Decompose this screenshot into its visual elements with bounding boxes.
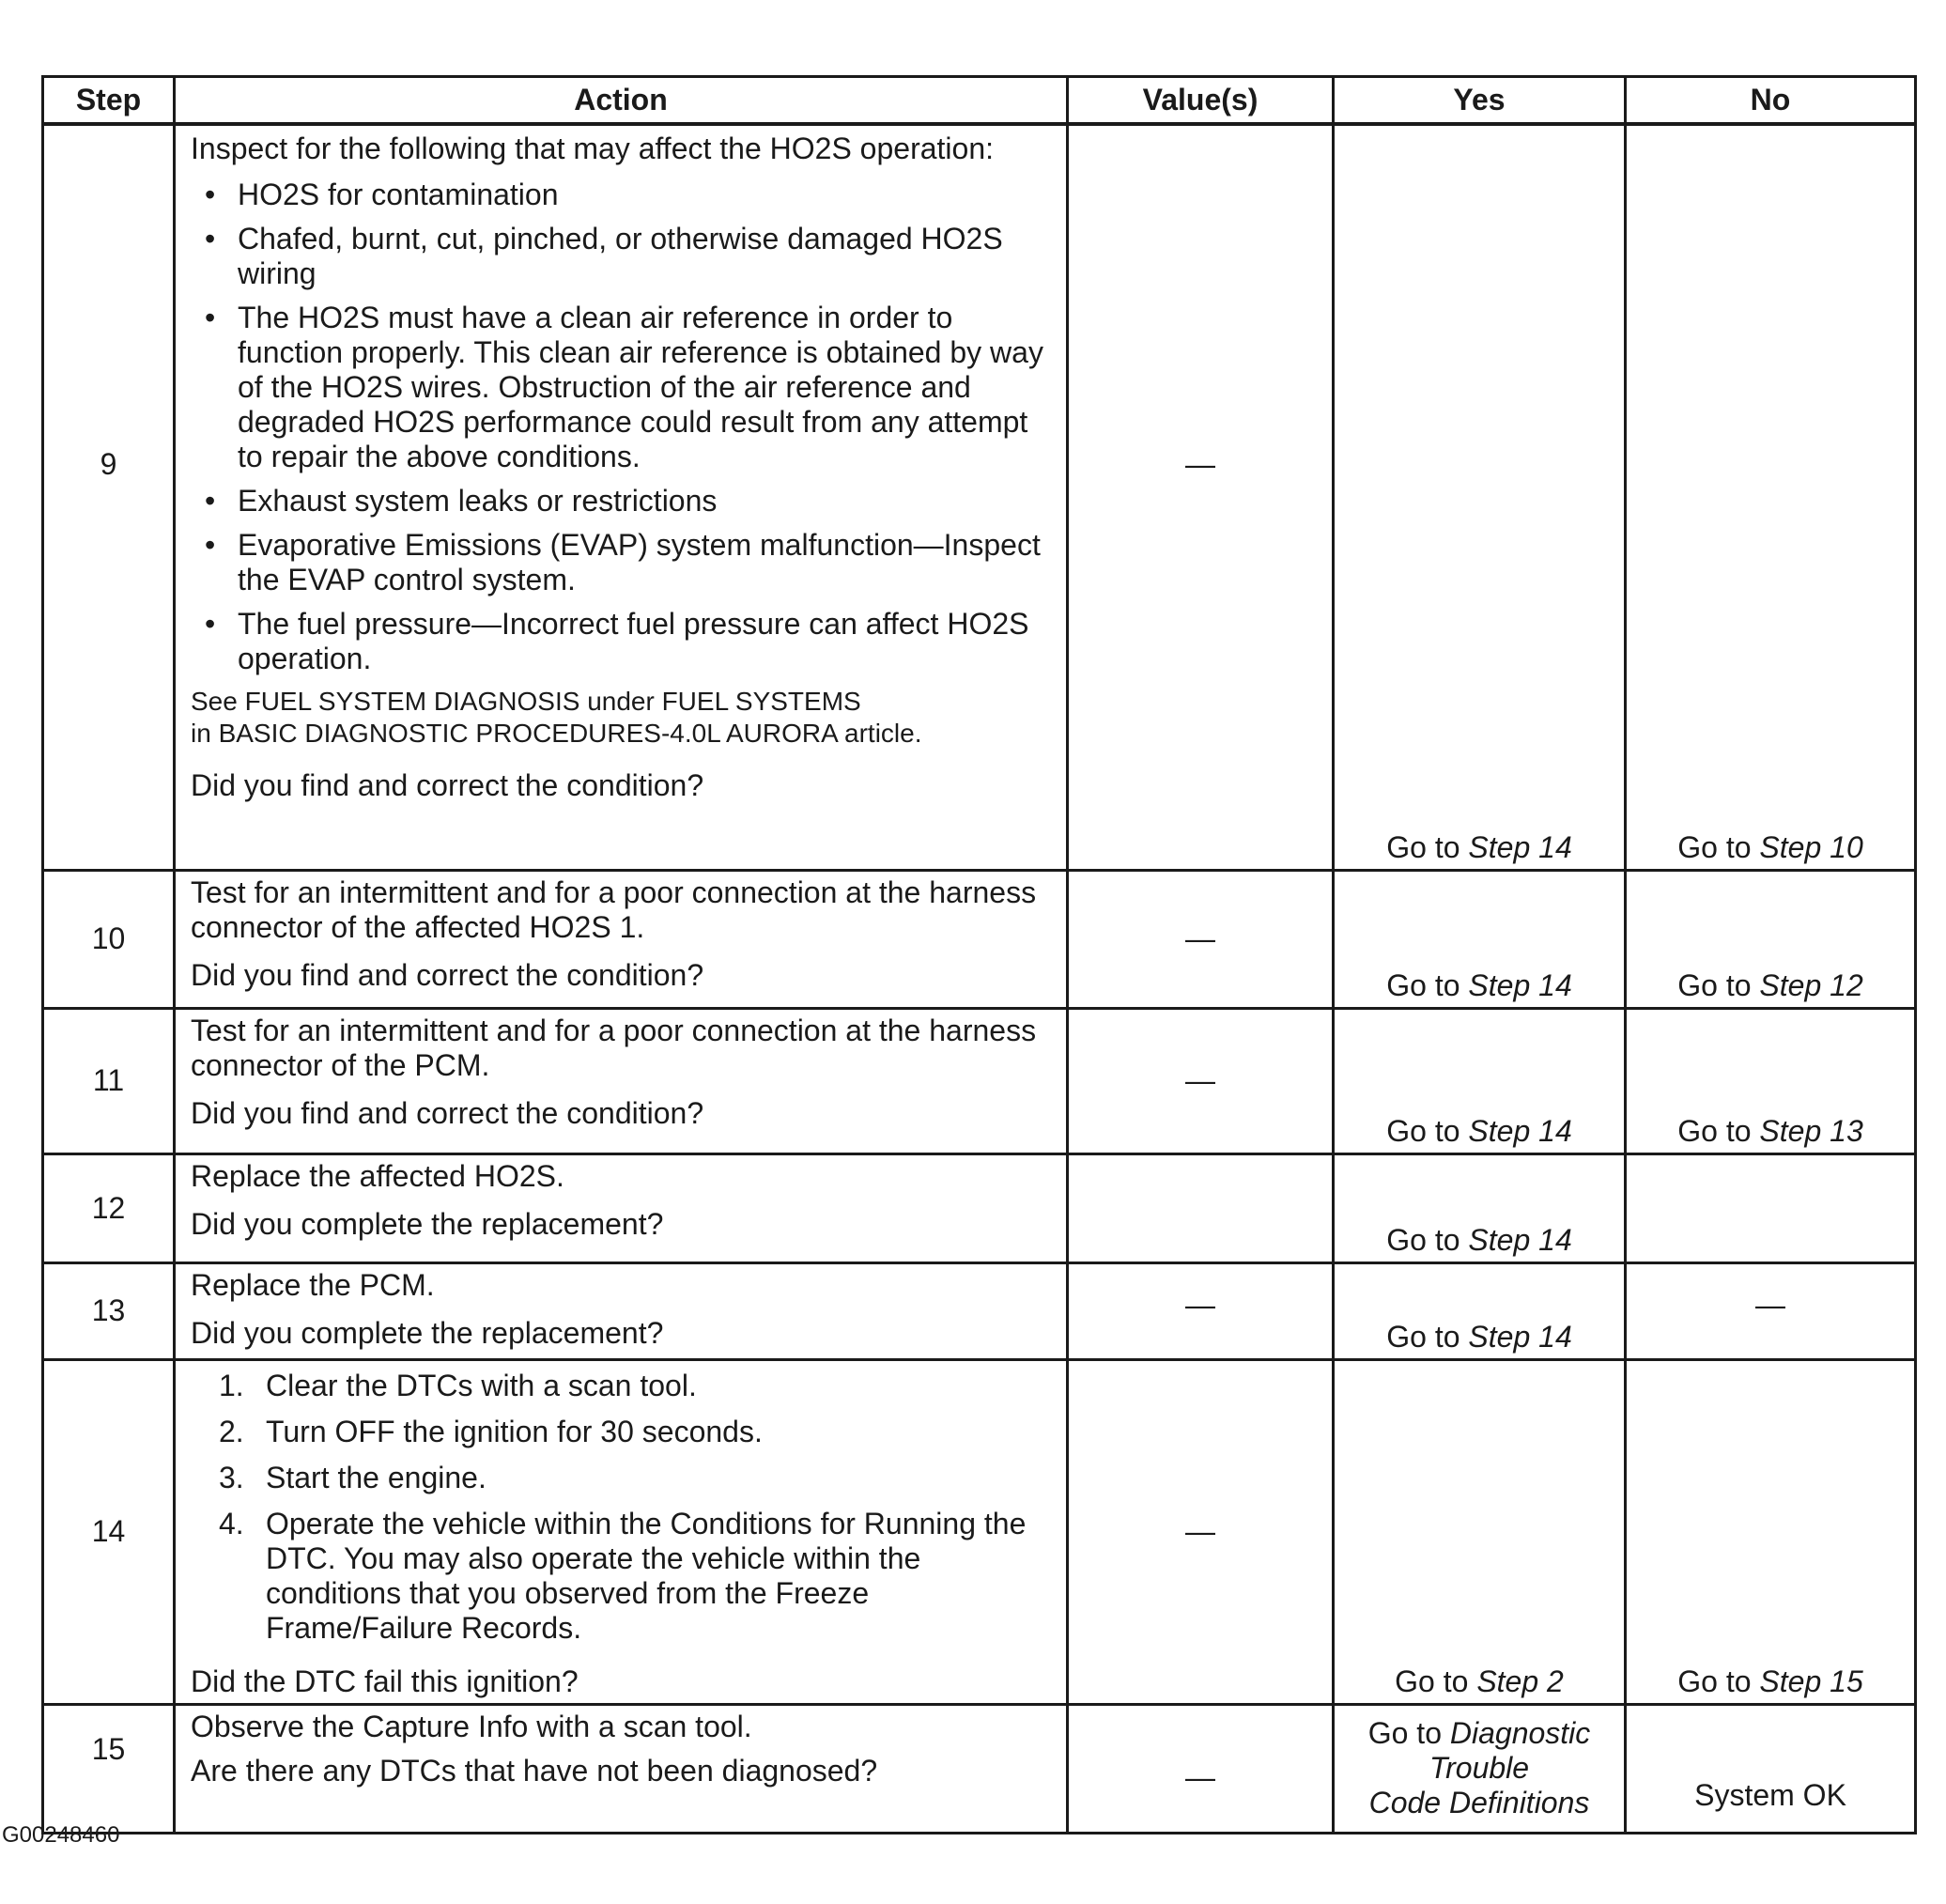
- yes-link-line: [1335, 1786, 1624, 1820]
- list-item: • Exhaust system leaks or restrictions: [238, 484, 1053, 519]
- list-item-number: 3.: [219, 1460, 244, 1494]
- no-cell: [1626, 1008, 1916, 1153]
- step-number: 12: [43, 1153, 175, 1262]
- yes-cell: [1334, 870, 1626, 1008]
- table-row-step-14: [43, 1359, 1916, 1704]
- no-cell: [1626, 1359, 1916, 1704]
- action-cell: [175, 1262, 1068, 1359]
- step-link[interactable]: Step 10: [1759, 829, 1863, 864]
- yes-cell: [1334, 1262, 1626, 1359]
- diagnostic-link[interactable]: Trouble: [1429, 1751, 1530, 1785]
- action-cell: [175, 1153, 1068, 1262]
- yes-cell: [1334, 1153, 1626, 1262]
- list-item-text: Operate the vehicle within the Conditions for Running the DTC. You may also operate the vehicle within the conditions that you observed from the Freeze Frame/Failure Records.: [266, 1506, 1027, 1645]
- yes-link-line: [1335, 1716, 1624, 1751]
- list-item: [219, 1460, 1053, 1495]
- reference-note: [191, 686, 1053, 750]
- value-cell: —: [1068, 1262, 1334, 1359]
- go-to-label: Go to: [1386, 1113, 1469, 1148]
- action-cell: [175, 870, 1068, 1008]
- action-text: Test for an intermittent and for a poor connection at the harness connector of the PCM.: [191, 1013, 1037, 1082]
- go-to-label: Go to: [1367, 1716, 1450, 1750]
- no-cell: [1626, 1153, 1916, 1262]
- no-cell: [1626, 124, 1916, 870]
- diagnostic-link[interactable]: Code Definitions: [1368, 1786, 1590, 1819]
- action-intro: Inspect for the following that may affect the HO2S operation:: [191, 132, 994, 165]
- value-cell: —: [1068, 1008, 1334, 1153]
- list-item-number: 1.: [219, 1368, 244, 1402]
- list-item-number: 2.: [219, 1414, 244, 1448]
- table-row-step-11: [43, 1008, 1916, 1153]
- step-number: 15: [43, 1704, 175, 1833]
- header-action: Action: [175, 77, 1068, 125]
- table-row-step-10: [43, 870, 1916, 1008]
- list-item: [219, 1506, 1053, 1646]
- header-step: Step: [43, 77, 175, 125]
- yes-cell: [1334, 1008, 1626, 1153]
- action-question: Did you find and correct the condition?: [191, 1095, 704, 1130]
- step-link[interactable]: Step 15: [1759, 1664, 1863, 1698]
- go-to-label: Go to: [1677, 829, 1760, 864]
- step-link[interactable]: Step 14: [1468, 1222, 1572, 1257]
- list-item: • The HO2S must have a clean air reference in order to function properly. This clean air reference is obtained by way of the HO2S wires. Obstruction of the air reference and degraded HO2S performance could result from any attempt to repair the above conditions.: [238, 301, 1053, 474]
- action-question: Did you complete the replacement?: [191, 1206, 664, 1241]
- step-link[interactable]: Step 14: [1468, 1319, 1572, 1354]
- go-to-label: Go to: [1677, 1113, 1760, 1148]
- go-to-label: Go to: [1677, 967, 1760, 1002]
- go-to-label: Go to: [1386, 1319, 1469, 1354]
- step-link[interactable]: Step 14: [1468, 967, 1572, 1002]
- action-text: Replace the affected HO2S.: [191, 1158, 564, 1193]
- reference-note-line: See FUEL SYSTEM DIAGNOSIS under FUEL SYSTEMS: [191, 687, 861, 716]
- step-number: 9: [43, 124, 175, 870]
- table-row-step-13: [43, 1262, 1916, 1359]
- action-question: Did you complete the replacement?: [191, 1315, 664, 1350]
- list-item: • HO2S for contamination: [238, 178, 1053, 212]
- table-row-step-12: [43, 1153, 1916, 1262]
- action-question: Did you find and correct the condition?: [191, 957, 704, 992]
- table-row-step-9: [43, 124, 1916, 870]
- no-cell: [1626, 870, 1916, 1008]
- header-no: No: [1626, 77, 1916, 125]
- value-cell: [1068, 1153, 1334, 1262]
- action-cell: [175, 124, 1068, 870]
- table-header-row: [43, 77, 1916, 125]
- action-question: Are there any DTCs that have not been diagnosed?: [191, 1753, 878, 1788]
- list-item: [219, 1368, 1053, 1403]
- step-link[interactable]: Step 14: [1468, 829, 1572, 864]
- go-to-label: Go to: [1386, 829, 1469, 864]
- procedure-list: [191, 1369, 1053, 1657]
- go-to-label: Go to: [1395, 1664, 1477, 1698]
- diagnostic-link[interactable]: Diagnostic: [1449, 1716, 1591, 1750]
- step-number: 14: [43, 1359, 175, 1704]
- list-item-text: Clear the DTCs with a scan tool.: [266, 1368, 697, 1402]
- go-to-label: Go to: [1386, 1222, 1469, 1257]
- list-item-number: 4.: [219, 1506, 244, 1540]
- value-cell: —: [1068, 1704, 1334, 1833]
- action-question: Did you find and correct the condition?: [191, 768, 704, 802]
- table-row-step-15: [43, 1704, 1916, 1833]
- action-cell: [175, 1359, 1068, 1704]
- go-to-label: Go to: [1677, 1664, 1760, 1698]
- step-number: 13: [43, 1262, 175, 1359]
- diagnostic-table: [41, 75, 1917, 1834]
- yes-cell: [1334, 1704, 1626, 1833]
- yes-cell: [1334, 1359, 1626, 1704]
- step-link[interactable]: Step 13: [1759, 1113, 1863, 1148]
- step-number: 10: [43, 870, 175, 1008]
- action-question: Did the DTC fail this ignition?: [191, 1664, 579, 1698]
- step-link[interactable]: Step 12: [1759, 967, 1863, 1002]
- figure-code: G00248460: [2, 1822, 120, 1848]
- value-cell: —: [1068, 124, 1334, 870]
- no-cell: System OK: [1626, 1704, 1916, 1833]
- action-text: Test for an intermittent and for a poor connection at the harness connector of the affected HO2S 1.: [191, 875, 1037, 944]
- step-link[interactable]: Step 2: [1476, 1664, 1564, 1698]
- value-cell: —: [1068, 870, 1334, 1008]
- action-text: Replace the PCM.: [191, 1267, 435, 1302]
- go-to-label: Go to: [1386, 967, 1469, 1002]
- action-cell: [175, 1008, 1068, 1153]
- header-yes: Yes: [1334, 77, 1626, 125]
- no-cell: —: [1626, 1262, 1916, 1359]
- yes-cell: [1334, 124, 1626, 870]
- step-number: 11: [43, 1008, 175, 1153]
- list-item: • Evaporative Emissions (EVAP) system malfunction—Inspect the EVAP control system.: [238, 528, 1053, 597]
- list-item: • The fuel pressure—Incorrect fuel pressure can affect HO2S operation.: [238, 607, 1053, 676]
- list-item-text: Turn OFF the ignition for 30 seconds.: [266, 1414, 763, 1448]
- step-link[interactable]: Step 14: [1468, 1113, 1572, 1148]
- list-item: [219, 1414, 1053, 1449]
- list-item-text: Start the engine.: [266, 1460, 486, 1494]
- reference-note-line: in BASIC DIAGNOSTIC PROCEDURES-4.0L AURORA article.: [191, 719, 922, 748]
- header-values: Value(s): [1068, 77, 1334, 125]
- action-text: Observe the Capture Info with a scan tool.: [191, 1709, 752, 1743]
- inspection-list: [191, 178, 1053, 676]
- yes-link-line: [1335, 1751, 1624, 1786]
- value-cell: —: [1068, 1359, 1334, 1704]
- list-item: • Chafed, burnt, cut, pinched, or otherwise damaged HO2S wiring: [238, 222, 1053, 291]
- action-cell: [175, 1704, 1068, 1833]
